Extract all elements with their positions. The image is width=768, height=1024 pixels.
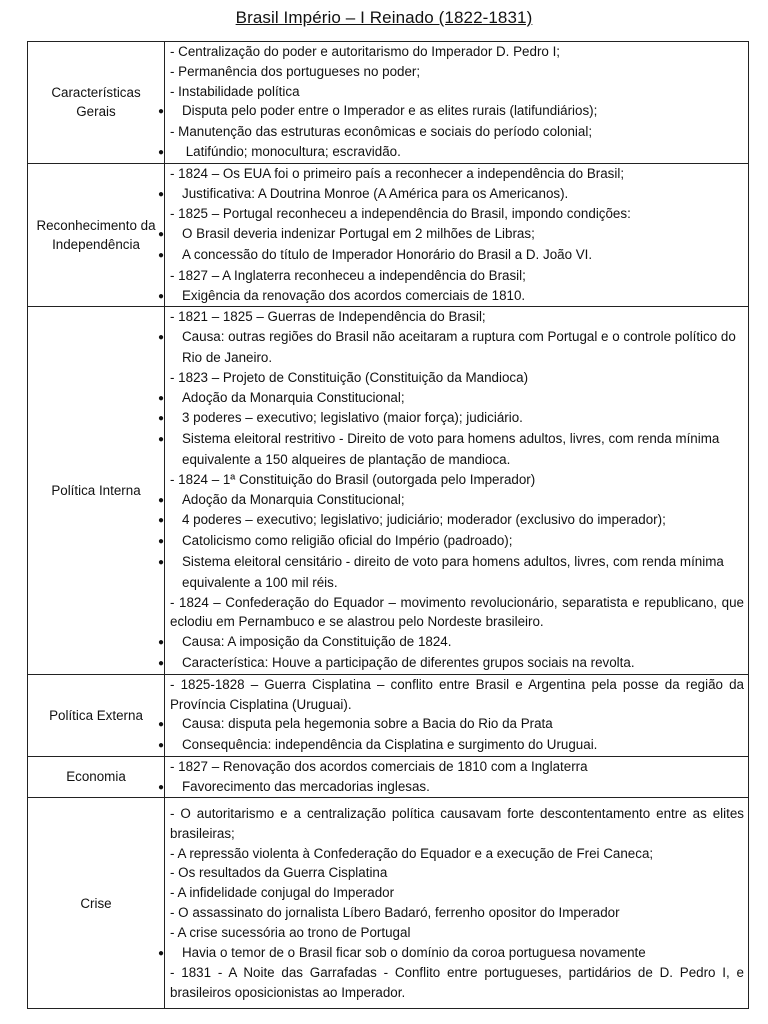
text-line: - A infidelidade conjugal do Imperador — [170, 885, 395, 901]
table-row — [28, 42, 749, 164]
bullet-item — [158, 429, 744, 470]
bullet-text: Exigência da renovação dos acordos comerciais de 1810. — [182, 287, 526, 303]
row-topic: Reconhecimento da Independência — [28, 163, 165, 307]
row-topic: Política Interna — [28, 307, 165, 674]
text-line: - 1824 – Confederação do Equador – movimento revolucionário, separatista e republicano, que eclodiu em Pernambuco e se alastrou pelo Nordeste brasileiro. — [170, 594, 744, 630]
bullet-icon: ● — [158, 434, 165, 446]
table-row — [28, 674, 749, 756]
bullet-icon: ● — [158, 637, 165, 649]
text-line: - 1825-1828 – Guerra Cisplatina – conflito entre Brasil e Argentina pela posse da região da Província Cisplatina (Uruguai). — [170, 676, 744, 712]
bullet-item — [158, 653, 744, 674]
table-row — [28, 163, 749, 307]
table-row — [28, 798, 749, 1009]
text-line: - A repressão violenta à Confederação do Equador e a execução de Frei Caneca; — [170, 845, 654, 861]
bullet-icon: ● — [158, 719, 165, 731]
bullet-text: Disputa pelo poder entre o Imperador e as elites rurais (latifundiários); — [182, 103, 598, 119]
text-line: - Permanência dos portugueses no poder; — [170, 63, 421, 79]
text-line: - Instabilidade política — [170, 83, 300, 99]
bullet-text: Adoção da Monarquia Constitucional; — [182, 389, 405, 405]
bullet-icon: ● — [158, 413, 165, 425]
text-line: - O assassinato do jornalista Líbero Badaró, ferrenho opositor do Imperador — [170, 904, 620, 920]
bullet-text: Adoção da Monarquia Constitucional; — [182, 491, 405, 507]
bullet-item — [158, 327, 744, 368]
bullet-text: Causa: outras regiões do Brasil não aceitaram a ruptura com Portugal e o controle político do Rio de Janeiro. — [182, 329, 736, 365]
bullet-text: Catolicismo como religião oficial do Império (padroado); — [182, 533, 513, 549]
row-topic: Características Gerais — [28, 42, 165, 164]
bullet-item — [158, 632, 744, 653]
bullet-item — [158, 552, 744, 593]
table-row — [28, 756, 749, 798]
row-content — [158, 798, 749, 1009]
row-content — [158, 307, 749, 674]
bullet-item — [158, 531, 744, 552]
bullet-item — [158, 777, 744, 798]
bullet-item — [158, 408, 744, 429]
bullet-icon: ● — [158, 188, 165, 200]
bullet-item — [158, 510, 744, 531]
bullet-icon: ● — [158, 106, 165, 118]
bullet-text: A concessão do título de Imperador Honorário do Brasil a D. João VI. — [182, 246, 593, 262]
bullet-icon: ● — [158, 781, 165, 793]
summary-table — [27, 41, 749, 1009]
bullet-item — [158, 142, 744, 163]
row-topic: Economia — [28, 756, 165, 798]
bullet-text: Sistema eleitoral restritivo - Direito de voto para homens adultos, livres, com renda mínima equivalente a 150 alqueires de plantação de mandioca. — [182, 431, 720, 467]
text-line: - Manutenção das estruturas econômicas e sociais do período colonial; — [170, 124, 593, 140]
page-title: Brasil Império – I Reinado (1822-1831) — [235, 8, 533, 27]
text-line: - Os resultados da Guerra Cisplatina — [170, 865, 388, 881]
bullet-item — [158, 490, 744, 511]
bullet-text: Consequência: independência da Cisplatina e surgimento do Uruguai. — [182, 737, 598, 753]
bullet-item — [158, 101, 744, 122]
bullet-item — [158, 735, 744, 756]
text-line: - 1821 – 1825 – Guerras de Independência do Brasil; — [170, 309, 486, 325]
bullet-text: 4 poderes – executivo; legislativo; judiciário; moderador (exclusivo do imperador); — [182, 512, 666, 528]
bullet-item — [158, 714, 744, 735]
bullet-item — [158, 184, 744, 205]
bullet-item — [158, 388, 744, 409]
bullet-text: Sistema eleitoral censitário - direito de voto para homens adultos, livres, com renda mínima equivalente a 100 mil réis. — [182, 553, 724, 590]
bullet-icon: ● — [158, 515, 165, 527]
text-line: - A crise sucessória ao trono de Portugal — [170, 924, 411, 940]
bullet-icon: ● — [158, 229, 165, 241]
bullet-icon: ● — [158, 740, 165, 752]
row-content — [158, 163, 749, 307]
bullet-text: Havia o temor de o Brasil ficar sob o domínio da coroa portuguesa novamente — [182, 944, 646, 960]
row-topic: Crise — [28, 798, 165, 1009]
row-content — [158, 756, 749, 798]
text-line: - 1827 – A Inglaterra reconheceu a independência do Brasil; — [170, 267, 526, 283]
bullet-icon: ● — [158, 146, 165, 158]
row-content — [158, 42, 749, 164]
text-line: - 1823 – Projeto de Constituição (Constituição da Mandioca) — [170, 369, 529, 385]
bullet-icon: ● — [158, 947, 165, 959]
text-line: - 1824 – Os EUA foi o primeiro país a reconhecer a independência do Brasil; — [170, 165, 625, 181]
bullet-text: Causa: A imposição da Constituição de 1824. — [182, 634, 452, 650]
bullet-icon: ● — [158, 392, 165, 404]
bullet-item — [158, 943, 744, 964]
text-line: - 1824 – 1ª Constituição do Brasil (outorgada pelo Imperador) — [170, 471, 536, 487]
bullet-text: O Brasil deveria indenizar Portugal em 2 milhões de Libras; — [182, 226, 535, 242]
text-line: - 1831 - A Noite das Garrafadas - Conflito entre portugueses, partidários de D. Pedro I, e brasileiros oposicionistas ao Imperador. — [170, 965, 744, 1001]
bullet-text: 3 poderes – executivo; legislativo (maior força); judiciário. — [182, 410, 523, 426]
bullet-icon: ● — [158, 556, 165, 568]
table-row — [28, 307, 749, 674]
bullet-icon: ● — [158, 332, 165, 344]
text-line: - 1827 – Renovação dos acordos comerciais de 1810 com a Inglaterra — [170, 758, 588, 774]
text-line: - 1825 – Portugal reconheceu a independência do Brasil, impondo condições: — [170, 206, 631, 222]
bullet-icon: ● — [158, 249, 165, 261]
bullet-item — [158, 286, 744, 307]
bullet-text: Característica: Houve a participação de diferentes grupos sociais na revolta. — [182, 654, 635, 670]
bullet-text: Causa: disputa pela hegemonia sobre a Bacia do Rio da Prata — [182, 716, 553, 732]
text-line: - O autoritarismo e a centralização política causavam forte descontentamento entre as elites brasileiras; — [170, 806, 744, 841]
bullet-item — [158, 224, 744, 245]
row-content — [158, 674, 749, 756]
bullet-icon: ● — [158, 657, 165, 669]
bullet-icon: ● — [158, 494, 165, 506]
bullet-text: Favorecimento das mercadorias inglesas. — [182, 778, 430, 794]
text-line: - Centralização do poder e autoritarismo do Imperador D. Pedro I; — [170, 44, 561, 59]
row-topic: Política Externa — [28, 674, 165, 756]
bullet-icon: ● — [158, 290, 165, 302]
bullet-text: Latifúndio; monocultura; escravidão. — [182, 143, 401, 159]
summary-table-body — [28, 42, 749, 1009]
bullet-text: Justificativa: A Doutrina Monroe (A América para os Americanos). — [182, 185, 569, 201]
bullet-item — [158, 245, 744, 266]
bullet-icon: ● — [158, 536, 165, 548]
